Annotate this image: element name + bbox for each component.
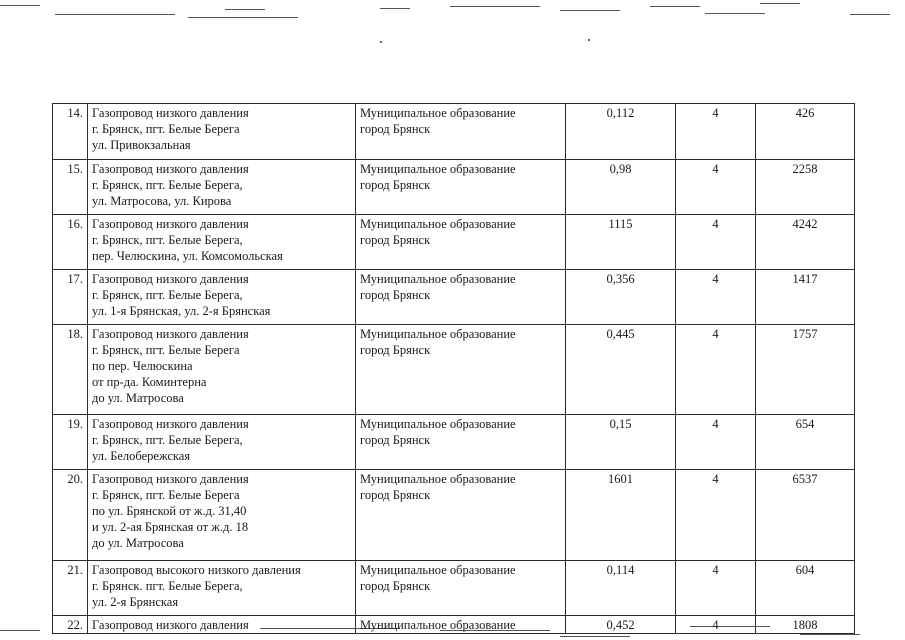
pipeline-description [88, 104, 356, 160]
class-cell: 4 [676, 160, 756, 215]
value-cell: 426 [756, 104, 855, 160]
row-number: 20. [53, 470, 88, 561]
description-line: г. Брянск, пгт. Белые Берега, [92, 178, 243, 192]
description-line: г. Брянск, пгт. Белые Берега, [92, 288, 243, 302]
pipeline-description [88, 616, 356, 634]
table-row [53, 415, 855, 470]
owner-line: город Брянск [360, 288, 431, 302]
value-cell: 1757 [756, 325, 855, 415]
description-line: ул. Привокзальная [92, 138, 191, 152]
owner-cell [356, 415, 566, 470]
value-cell: 654 [756, 415, 855, 470]
class-cell: 4 [676, 616, 756, 634]
description-line: пер. Челюскина, ул. Комсомольская [92, 249, 283, 263]
length-cell: 0,356 [566, 270, 676, 325]
owner-line: Муниципальное образование [360, 618, 516, 632]
owner-line: Муниципальное образование [360, 327, 516, 341]
gas-pipeline-table [52, 103, 855, 634]
pipeline-description [88, 561, 356, 616]
class-cell: 4 [676, 470, 756, 561]
description-line: до ул. Матросова [92, 536, 184, 550]
length-cell: 1115 [566, 215, 676, 270]
description-line: г. Брянск, пгт. Белые Берега [92, 488, 240, 502]
description-line: от пр-да. Коминтерна [92, 375, 207, 389]
class-cell: 4 [676, 215, 756, 270]
owner-line: город Брянск [360, 488, 431, 502]
row-number: 17. [53, 270, 88, 325]
scan-artifact [188, 17, 298, 18]
length-cell: 1601 [566, 470, 676, 561]
table-row [53, 325, 855, 415]
owner-cell [356, 160, 566, 215]
length-cell: 0,112 [566, 104, 676, 160]
owner-line: Муниципальное образование [360, 472, 516, 486]
owner-line: Муниципальное образование [360, 272, 516, 286]
scan-artifact [0, 5, 40, 6]
pipeline-description [88, 215, 356, 270]
description-line: по пер. Челюскина [92, 359, 193, 373]
table-row [53, 270, 855, 325]
row-number: 14. [53, 104, 88, 160]
row-number: 21. [53, 561, 88, 616]
scan-artifact [225, 9, 265, 10]
pipeline-description [88, 160, 356, 215]
pipeline-description [88, 470, 356, 561]
scan-artifact [380, 41, 382, 43]
pipeline-description [88, 415, 356, 470]
length-cell: 0,98 [566, 160, 676, 215]
description-line: Газопровод высокого низкого давления [92, 563, 301, 577]
class-cell: 4 [676, 325, 756, 415]
owner-line: город Брянск [360, 122, 431, 136]
class-cell: 4 [676, 104, 756, 160]
table-row [53, 215, 855, 270]
scan-artifact [705, 13, 765, 14]
description-line: г. Брянск, пгт. Белые Берега, [92, 433, 243, 447]
owner-cell [356, 325, 566, 415]
description-line: до ул. Матросова [92, 391, 184, 405]
description-line: г. Брянск, пгт. Белые Берега, [92, 233, 243, 247]
value-cell: 1808 [756, 616, 855, 634]
length-cell: 0,452 [566, 616, 676, 634]
value-cell: 4242 [756, 215, 855, 270]
owner-line: город Брянск [360, 233, 431, 247]
value-cell: 1417 [756, 270, 855, 325]
owner-line: город Брянск [360, 579, 431, 593]
scan-artifact [55, 14, 175, 15]
length-cell: 0,15 [566, 415, 676, 470]
description-line: Газопровод низкого давления [92, 472, 249, 486]
description-line: Газопровод низкого давления [92, 272, 249, 286]
table-row [53, 561, 855, 616]
description-line: ул. 2-я Брянская [92, 595, 179, 609]
description-line: г. Брянск. пгт. Белые Берега, [92, 579, 243, 593]
owner-cell [356, 561, 566, 616]
length-cell: 0,445 [566, 325, 676, 415]
owner-cell [356, 104, 566, 160]
scan-artifact [800, 634, 860, 635]
owner-cell [356, 616, 566, 634]
description-line: и ул. 2-ая Брянская от ж.д. 18 [92, 520, 249, 534]
value-cell: 2258 [756, 160, 855, 215]
description-line: по ул. Брянской от ж.д. 31,40 [92, 504, 247, 518]
owner-line: город Брянск [360, 178, 431, 192]
owner-cell [356, 270, 566, 325]
table-row [53, 470, 855, 561]
value-cell: 604 [756, 561, 855, 616]
scan-artifact [450, 6, 540, 7]
description-line: ул. Белобережская [92, 449, 191, 463]
scan-artifact [850, 14, 890, 15]
table-row [53, 160, 855, 215]
class-cell: 4 [676, 270, 756, 325]
length-cell: 0,114 [566, 561, 676, 616]
row-number: 19. [53, 415, 88, 470]
pipeline-description [88, 325, 356, 415]
class-cell: 4 [676, 415, 756, 470]
description-line: ул. 1-я Брянская, ул. 2-я Брянская [92, 304, 271, 318]
value-cell: 6537 [756, 470, 855, 561]
owner-line: город Брянск [360, 433, 431, 447]
row-number: 22. [53, 616, 88, 634]
description-line: Газопровод низкого давления [92, 327, 249, 341]
description-line: Газопровод низкого давления [92, 618, 249, 632]
owner-line: Муниципальное образование [360, 106, 516, 120]
pipeline-description [88, 270, 356, 325]
description-line: г. Брянск, пгт. Белые Берега [92, 122, 240, 136]
scan-artifact [588, 39, 590, 41]
owner-line: Муниципальное образование [360, 217, 516, 231]
description-line: Газопровод низкого давления [92, 106, 249, 120]
owner-cell [356, 470, 566, 561]
row-number: 18. [53, 325, 88, 415]
description-line: Газопровод низкого давления [92, 417, 249, 431]
description-line: Газопровод низкого давления [92, 162, 249, 176]
table-row [53, 104, 855, 160]
scan-artifact [760, 3, 800, 4]
scan-artifact [560, 636, 630, 637]
scan-artifact [650, 6, 700, 7]
table-row [53, 616, 855, 634]
row-number: 15. [53, 160, 88, 215]
scan-artifact [380, 8, 410, 9]
scan-artifact [0, 630, 40, 631]
owner-line: город Брянск [360, 343, 431, 357]
description-line: г. Брянск, пгт. Белые Берега [92, 343, 240, 357]
description-line: ул. Матросова, ул. Кирова [92, 194, 232, 208]
row-number: 16. [53, 215, 88, 270]
class-cell: 4 [676, 561, 756, 616]
owner-cell [356, 215, 566, 270]
owner-line: Муниципальное образование [360, 417, 516, 431]
scan-artifact [560, 10, 620, 11]
owner-line: Муниципальное образование [360, 563, 516, 577]
description-line: Газопровод низкого давления [92, 217, 249, 231]
owner-line: Муниципальное образование [360, 162, 516, 176]
